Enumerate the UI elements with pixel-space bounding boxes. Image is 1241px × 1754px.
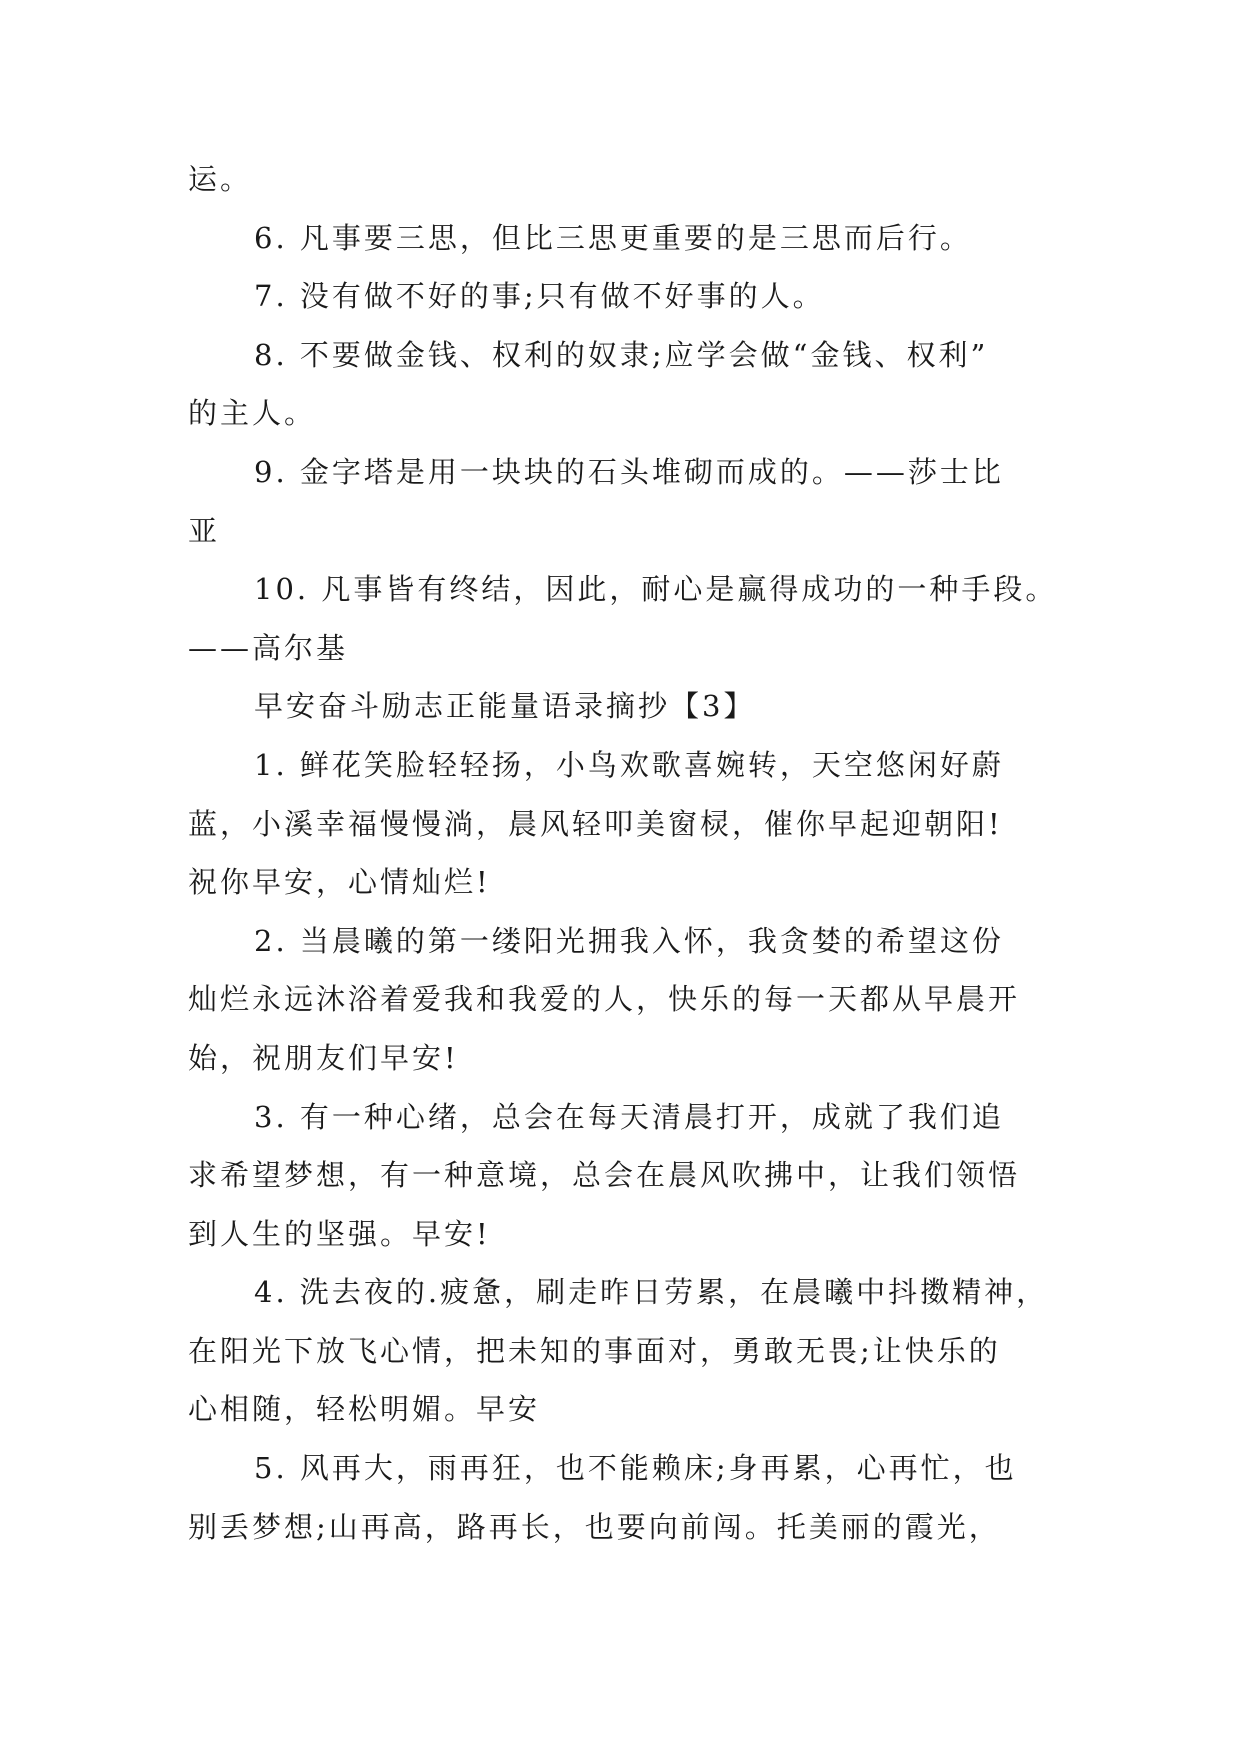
list-item: 2. 当晨曦的第一缕阳光拥我入怀，我贪婪的希望这份 — [254, 923, 1004, 958]
text-line: 蓝，小溪幸福慢慢淌，晨风轻叩美窗棂，催你早起迎朝阳! — [188, 806, 1003, 841]
list-item: 1. 鲜花笑脸轻轻扬，小鸟欢歌喜婉转，天空悠闲好蔚 — [254, 747, 1004, 782]
section-heading: 早安奋斗励志正能量语录摘抄【3】 — [254, 689, 756, 724]
text-line: 求希望梦想，有一种意境，总会在晨风吹拂中，让我们领悟 — [188, 1158, 1021, 1193]
list-item: 5. 风再大，雨再狂，也不能赖床;身再累，心再忙，也 — [254, 1451, 1017, 1486]
list-item: 3. 有一种心绪，总会在每天清晨打开，成就了我们追 — [254, 1099, 1004, 1134]
text-line: 祝你早安，心情灿烂! — [188, 865, 491, 900]
text-line: ——高尔基 — [188, 630, 349, 665]
list-item: 7. 没有做不好的事;只有做不好事的人。 — [254, 279, 825, 314]
text-line: 心相随，轻松明媚。早安 — [188, 1392, 541, 1427]
list-item: 8. 不要做金钱、权利的奴隶;应学会做“金钱、权利” — [254, 337, 989, 372]
list-item: 10. 凡事皆有终结，因此，耐心是赢得成功的一种手段。 — [254, 572, 1058, 607]
text-line: 到人生的坚强。早安! — [188, 1216, 491, 1251]
text-line: 灿烂永远沐浴着爱我和我爱的人，快乐的每一天都从早晨开 — [188, 982, 1021, 1017]
text-line: 在阳光下放飞心情，把未知的事面对，勇敢无畏;让快乐的 — [188, 1333, 1001, 1368]
document-page — [188, 150, 1058, 1556]
list-item: 9. 金字塔是用一块块的石头堆砌而成的。——莎士比 — [254, 454, 1004, 489]
text-line: 别丢梦想;山再高，路再长，也要向前闯。托美丽的霞光， — [188, 1509, 1001, 1544]
text-line: 亚 — [188, 513, 221, 548]
list-item: 4. 洗去夜的.疲惫，刷走昨日劳累，在晨曦中抖擞精神， — [254, 1275, 1049, 1310]
text-line: 的主人。 — [188, 396, 317, 431]
text-line: 运。 — [188, 162, 253, 196]
text-line: 始，祝朋友们早安! — [188, 1040, 459, 1075]
list-item: 6. 凡事要三思，但比三思更重要的是三思而后行。 — [254, 220, 972, 255]
